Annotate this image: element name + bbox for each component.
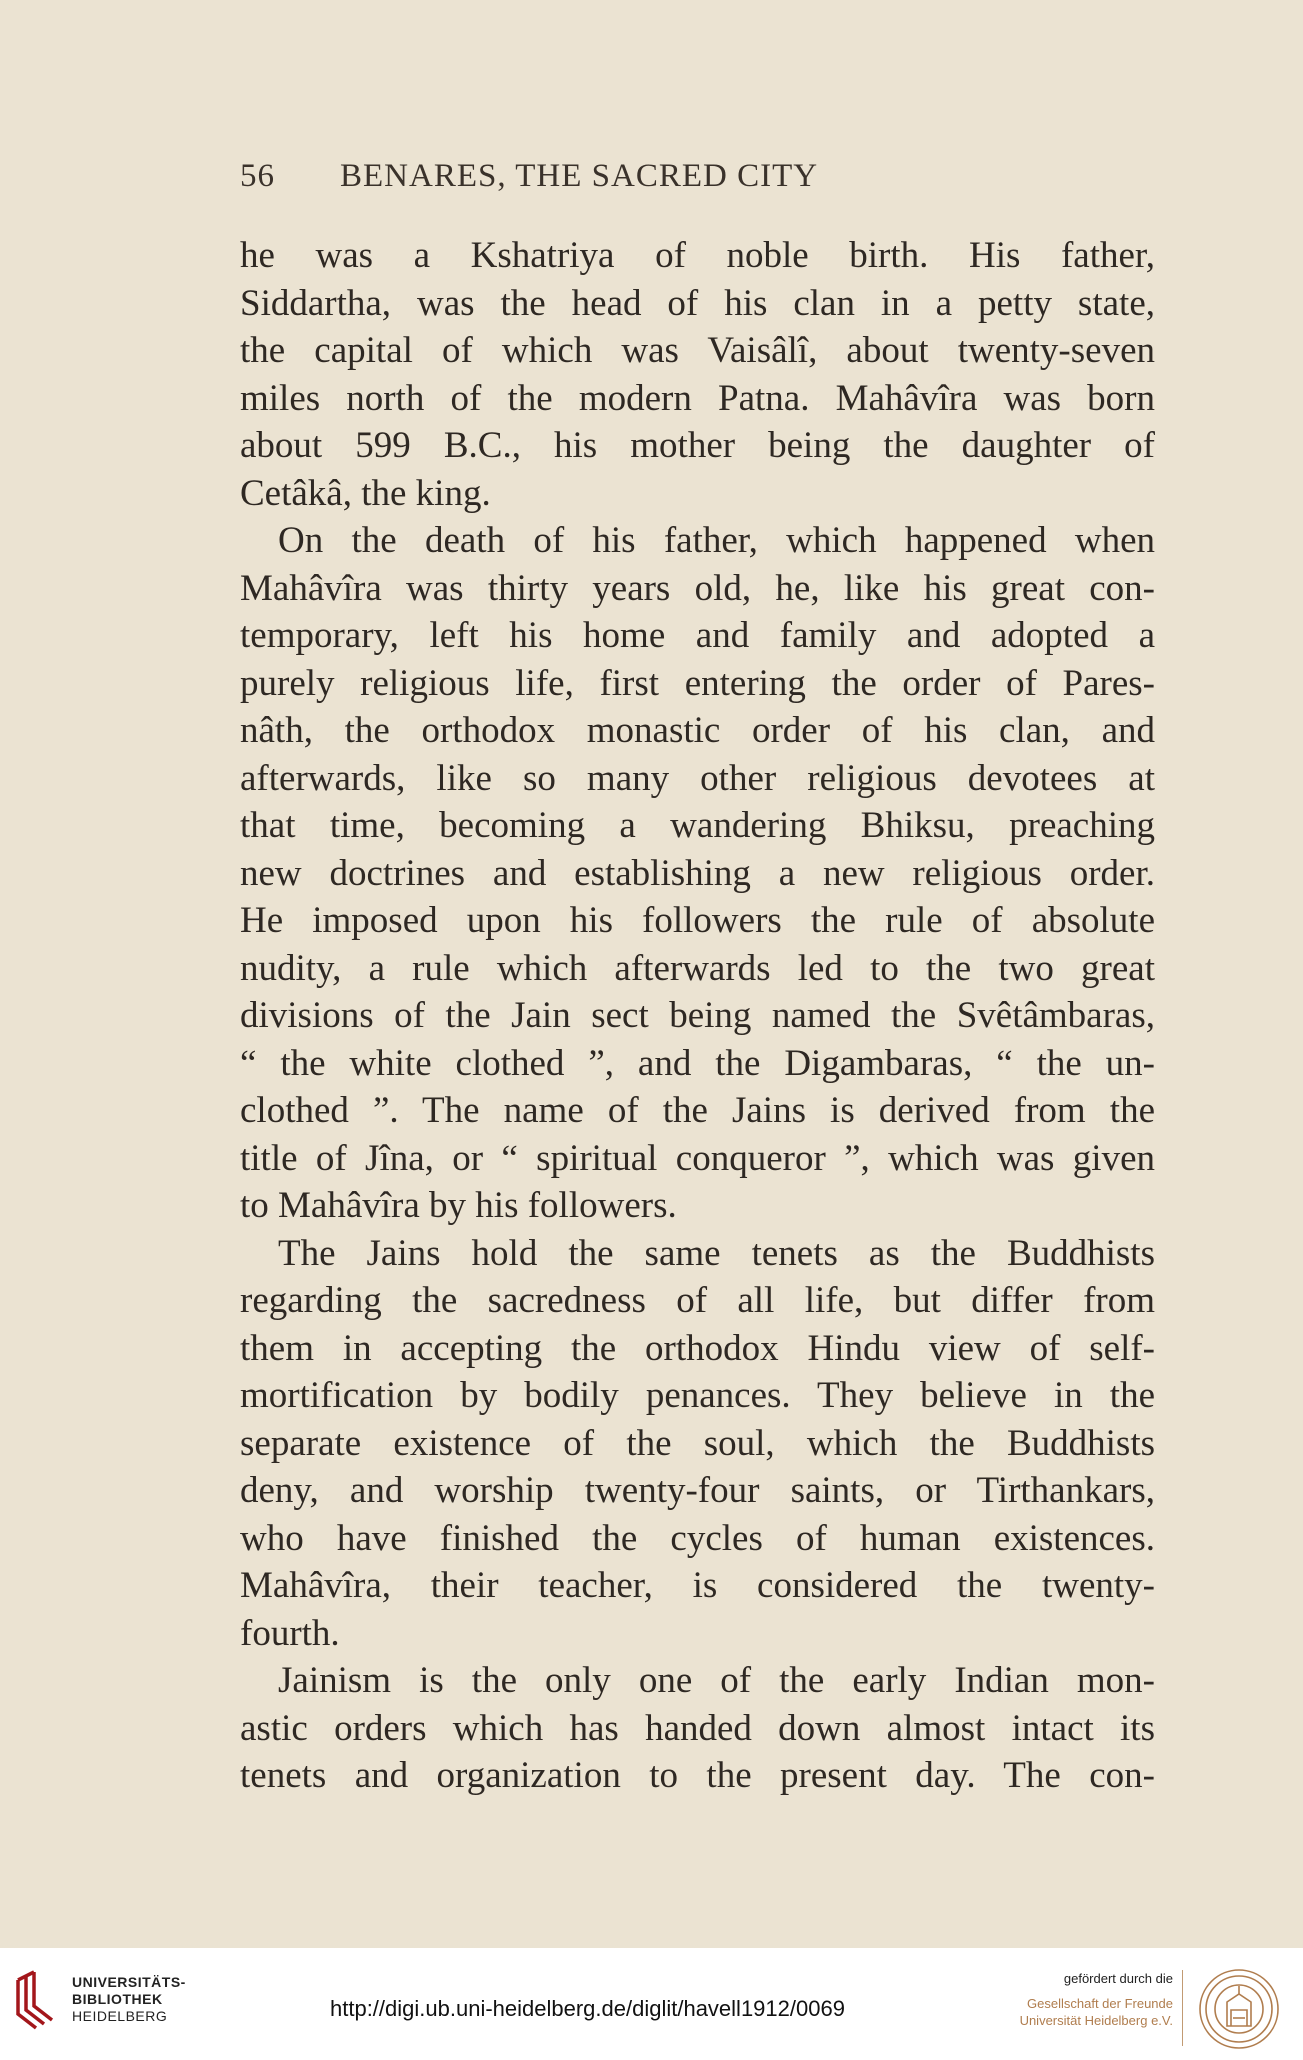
text-line: Jainism is the only one of the early Indian mon- xyxy=(278,1660,1155,1701)
running-title: BENARES, THE SACRED CITY xyxy=(340,158,819,194)
page-header xyxy=(240,158,1160,195)
text-line: them in accepting the orthodox Hindu view of self- xyxy=(240,1327,1155,1369)
sponsor-name: Universität Heidelberg e.V. xyxy=(1019,2013,1173,2028)
text-line: tenets and organization to the present day. The con- xyxy=(240,1755,1155,1796)
permalink-url[interactable]: http://digi.ub.uni-heidelberg.de/diglit/havell1912/0069 xyxy=(330,1996,845,2021)
body-text xyxy=(240,232,1155,1800)
text-line: fourth. xyxy=(240,1612,340,1654)
sponsor-block xyxy=(1020,1970,1173,2029)
text-line: deny, and worship twenty-four saints, or Tirthankars, xyxy=(240,1470,1155,1511)
library-name-line: BIBLIOTHEK xyxy=(72,1991,163,2007)
text-line: Mahâvîra was thirty years old, he, like his great con- xyxy=(240,567,1155,609)
text-line: divisions of the Jain sect being named the Svêtâmbaras, xyxy=(240,995,1155,1036)
text-line: “ the white clothed ”, and the Digambaras, “ the un- xyxy=(240,1042,1155,1084)
text-line: about 599 B.C., his mother being the daughter of xyxy=(240,425,1155,466)
text-line: title of Jîna, or “ spiritual conqueror ”, which was given xyxy=(240,1137,1155,1179)
text-line: The Jains hold the same tenets as the Buddhists xyxy=(278,1232,1155,1274)
sponsor-name: Gesellschaft der Freunde xyxy=(1027,1996,1173,2011)
text-line: miles north of the modern Patna. Mahâvîra was born xyxy=(240,377,1155,419)
text-line: separate existence of the soul, which the Buddhists xyxy=(240,1422,1155,1464)
university-seal-icon xyxy=(1198,1968,1280,2050)
text-line: he was a Kshatriya of noble birth. His father, xyxy=(240,235,1155,276)
text-line: afterwards, like so many other religious devotees at xyxy=(240,757,1155,799)
page-number: 56 xyxy=(240,158,275,194)
text-line: temporary, left his home and family and adopted a xyxy=(240,615,1155,656)
text-line: clothed ”. The name of the Jains is derived from the xyxy=(240,1090,1155,1131)
digitization-footer xyxy=(0,1948,1303,2060)
library-name-line: HEIDELBERG xyxy=(72,2008,168,2024)
text-line: Mahâvîra, their teacher, is considered the twenty- xyxy=(240,1565,1155,1606)
library-name-line: UNIVERSITÄTS- xyxy=(72,1974,186,1990)
text-line: to Mahâvîra by his followers. xyxy=(240,1185,677,1226)
text-line: regarding the sacredness of all life, but differ from xyxy=(240,1280,1155,1321)
sponsor-label: gefördert durch die xyxy=(1063,1971,1173,1986)
text-line: purely religious life, first entering the order of Pares- xyxy=(240,662,1155,704)
text-line: Cetâkâ, the king. xyxy=(240,472,491,514)
text-line: nudity, a rule which afterwards led to the two great xyxy=(240,947,1155,989)
text-line: that time, becoming a wandering Bhiksu, preaching xyxy=(240,805,1155,846)
text-line: mortification by bodily penances. They believe in the xyxy=(240,1375,1155,1416)
text-line: nâth, the orthodox monastic order of his clan, and xyxy=(240,710,1155,751)
text-line: On the death of his father, which happened when xyxy=(278,520,1155,561)
library-logo-icon xyxy=(14,1970,62,2032)
text-line: Siddartha, was the head of his clan in a petty state, xyxy=(240,282,1155,324)
library-name xyxy=(72,1974,186,2025)
text-line: He imposed upon his followers the rule of absolute xyxy=(240,900,1155,941)
text-line: new doctrines and establishing a new religious order. xyxy=(240,852,1155,894)
text-line: the capital of which was Vaisâlî, about twenty-seven xyxy=(240,330,1155,371)
text-line: who have finished the cycles of human existences. xyxy=(240,1517,1155,1559)
text-line: astic orders which has handed down almost intact its xyxy=(240,1707,1155,1749)
footer-divider xyxy=(1182,1970,1183,2046)
